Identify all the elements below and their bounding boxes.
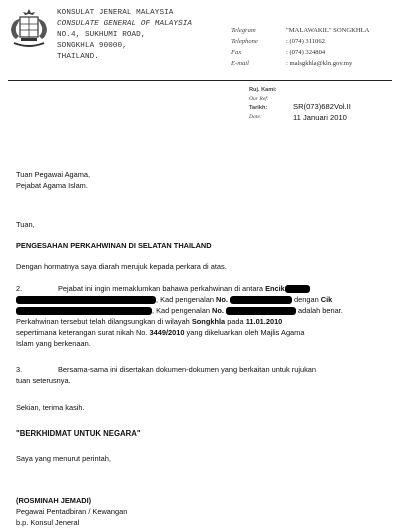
contact-label-telephone: Telephone [231,38,258,45]
para2-text: yang dikeluarkan oleh Majlis Agama [186,328,305,337]
recipient-line-2: Pejabat Agama Islam. [16,181,88,190]
letterhead-line-4: SONGKHLA 90000, [57,42,127,50]
contact-label-telegram: Telegram [231,27,256,34]
signatory-behalf: b.p. Konsul Jeneral [16,518,80,527]
signatory-title: Pegawai Pentadbiran / Kewangan [16,507,128,516]
recipient-line-1: Tuan Pegawai Agama, [16,170,91,179]
para2-certificate-number: 3449/2010 [149,328,185,337]
para2-cik: Cik [320,295,333,304]
salutation: Tuan, [16,220,35,229]
redacted-ic-bride [226,307,296,315]
letter-date: 11 Januari 2010 [293,113,347,122]
para2-text: dengan [294,295,319,304]
redacted-name-groom-start [285,285,310,293]
redacted-ic-groom [230,296,292,304]
para2-no: No. [212,306,224,315]
ruj-kami-label: Ruj. Kami: [249,87,277,93]
letterhead-line-1: KONSULAT JENERAL MALAYSIA [57,9,174,17]
para2-province: Songkhla [191,317,226,326]
letterhead-divider [8,80,392,81]
para2-text: sepertimana keterangan surat nikah No. [16,328,148,337]
signoff: Saya yang menurut perintah, [16,454,111,463]
para2-text: pada [227,317,244,326]
para2-line-2 [16,295,332,305]
signatory-name: (ROSMINAH JEMADI) [16,496,92,505]
date-label: Date: [249,114,262,120]
letterhead-line-2: CONSULATE GENERAL OF MALAYSIA [57,20,193,28]
para2-text: Perkahwinan tersebut telah dilangsungkan di wilayah [16,317,190,326]
redacted-name-groom [16,296,156,304]
letterhead-line-5: THAILAND. [57,53,99,61]
malaysia-coat-of-arms-icon [6,6,52,52]
para2-line-6: Islam yang berkenaan. [16,339,91,348]
closing-line: Sekian, terima kasih. [16,403,85,412]
para2-line-1 [58,284,310,294]
para3-line-2: tuan seterusnya. [16,376,71,385]
letterhead-line-3: NO.4, SUKHUMI ROAD, [57,31,146,39]
contact-value-telegram: "MALAWAKIL" SONGKHLA [286,27,370,34]
redacted-name-bride [16,307,152,315]
para2-text: Pejabat ini ingin memaklumkan bahawa perkahwinan di antara [58,284,264,293]
para3-line-1: Bersama-sama ini disertakan dokumen-dokumen yang berkaitan untuk rujukan [58,365,316,374]
para2-line-4 [16,317,282,327]
para2-encik: Encik [265,284,285,293]
contact-label-fax: Fax [231,49,242,56]
para2-text: , Kad pengenalan [156,295,214,304]
para2-number: 2. [16,284,23,293]
para2-text: , Kad pengenalan [152,306,210,315]
reference-number: SR(073)682Vol.II [293,102,351,111]
para2-marriage-date: 11.01.2010 [245,317,283,326]
subject-line: PENGESAHAN PERKAHWINAN DI SELATAN THAILAND [16,241,212,250]
para2-line-5 [16,328,304,338]
para2-line-3 [16,306,343,316]
contact-value-fax: : (074) 324804 [286,49,326,56]
para2-no: No. [216,295,228,304]
para2-text: adalah benar. [298,306,343,315]
our-ref-label: Our Ref: [249,96,269,102]
para3-number: 3. [16,365,23,374]
contact-label-email: E-mail [231,60,249,67]
opening-sentence: Dengan hormatnya saya diarah merujuk kepada perkara di atas. [16,262,227,271]
contact-value-email: : malsgkhla@kln.gov.my [286,60,353,67]
tarikh-label: Tarikh: [249,105,268,111]
contact-value-telephone: : (074) 311062 [286,38,325,45]
motto: "BERKHIDMAT UNTUK NEGARA" [16,429,141,438]
